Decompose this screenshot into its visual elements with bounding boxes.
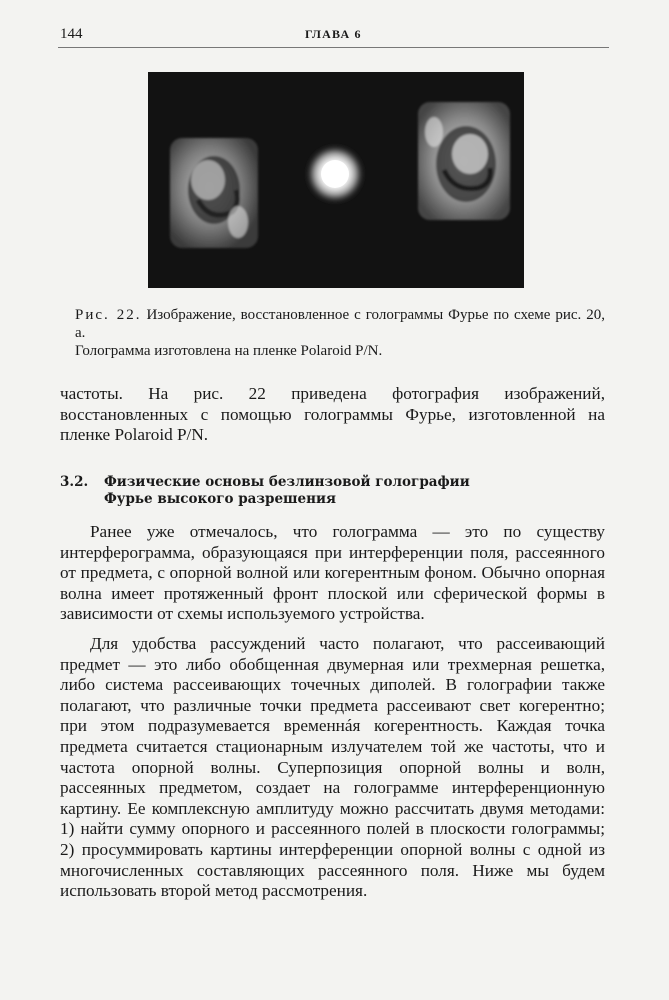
page-number: 144 <box>60 26 83 42</box>
paragraph-text: Для удобства рассуждений часто полагают, что рассеивающий предмет — это либо обобщенная двумерная или трехмерная решетка, либо система рассеивающих точечных диполей. В голографии также полагают, что различные точки предмета рассеивают свет когерентно; при этом подразумевается временнáя когерентность. Каждая точка предмета считается стационарным излучателем той же частоты, что и частота опорной волны. Суперпозиция опорной волны и волн, рассеянных предметом, создает на голограмме интерференционную картину. Ее комплексную амплитуду можно рассчитать двумя методами: 1) найти сумму опорного и рассеянного полей в плоскости голограммы; 2) просуммировать картины интерференции опорной волны с одной из многочисленных составляющих рассеянного поля. Ниже мы будем использовать второй метод рассмотрения. <box>60 634 605 901</box>
paragraph-text: частоты. На рис. 22 приведена фотография изображений, восстановленных с помощью голограммы Фурье, изготовленной на пленке Polaroid P/N. <box>60 384 605 445</box>
header-rule <box>58 47 609 48</box>
left-reconstructed-image <box>170 138 258 248</box>
page-header <box>60 26 609 46</box>
paragraph <box>60 634 605 902</box>
running-title: ГЛАВА 6 <box>305 27 362 41</box>
section-number: 3.2. <box>60 474 89 490</box>
caption-note: Голограмма изготовлена на пленке Polaroid P/N. <box>75 343 383 359</box>
figure-caption <box>75 306 605 360</box>
paragraph <box>60 522 605 625</box>
reconstructed-hologram-image <box>148 72 524 288</box>
paragraph <box>60 384 605 446</box>
paragraph-text: Ранее уже отмечалось, что голограмма — это по существу интерферограмма, образующаяся при интерференции поля, рассеянного от предмета, с опорной волной или когерентным фоном. Обычно опорная волна имеет протяженный фронт плоской или сферической формы в зависимости от схемы используемого устройства. <box>60 522 605 624</box>
caption-text: Изображение, восстановленное с голограммы Фурье по схеме рис. 20, а. <box>75 307 605 341</box>
section-title-line1: Физические основы безлинзовой голографии <box>104 474 470 490</box>
figure-photograph <box>148 72 524 288</box>
section-title-line2: Фурье высокого разрешения <box>104 491 337 507</box>
caption-label: Рис. 22. <box>75 307 142 323</box>
right-reconstructed-image <box>418 102 510 220</box>
section-heading <box>60 474 605 508</box>
